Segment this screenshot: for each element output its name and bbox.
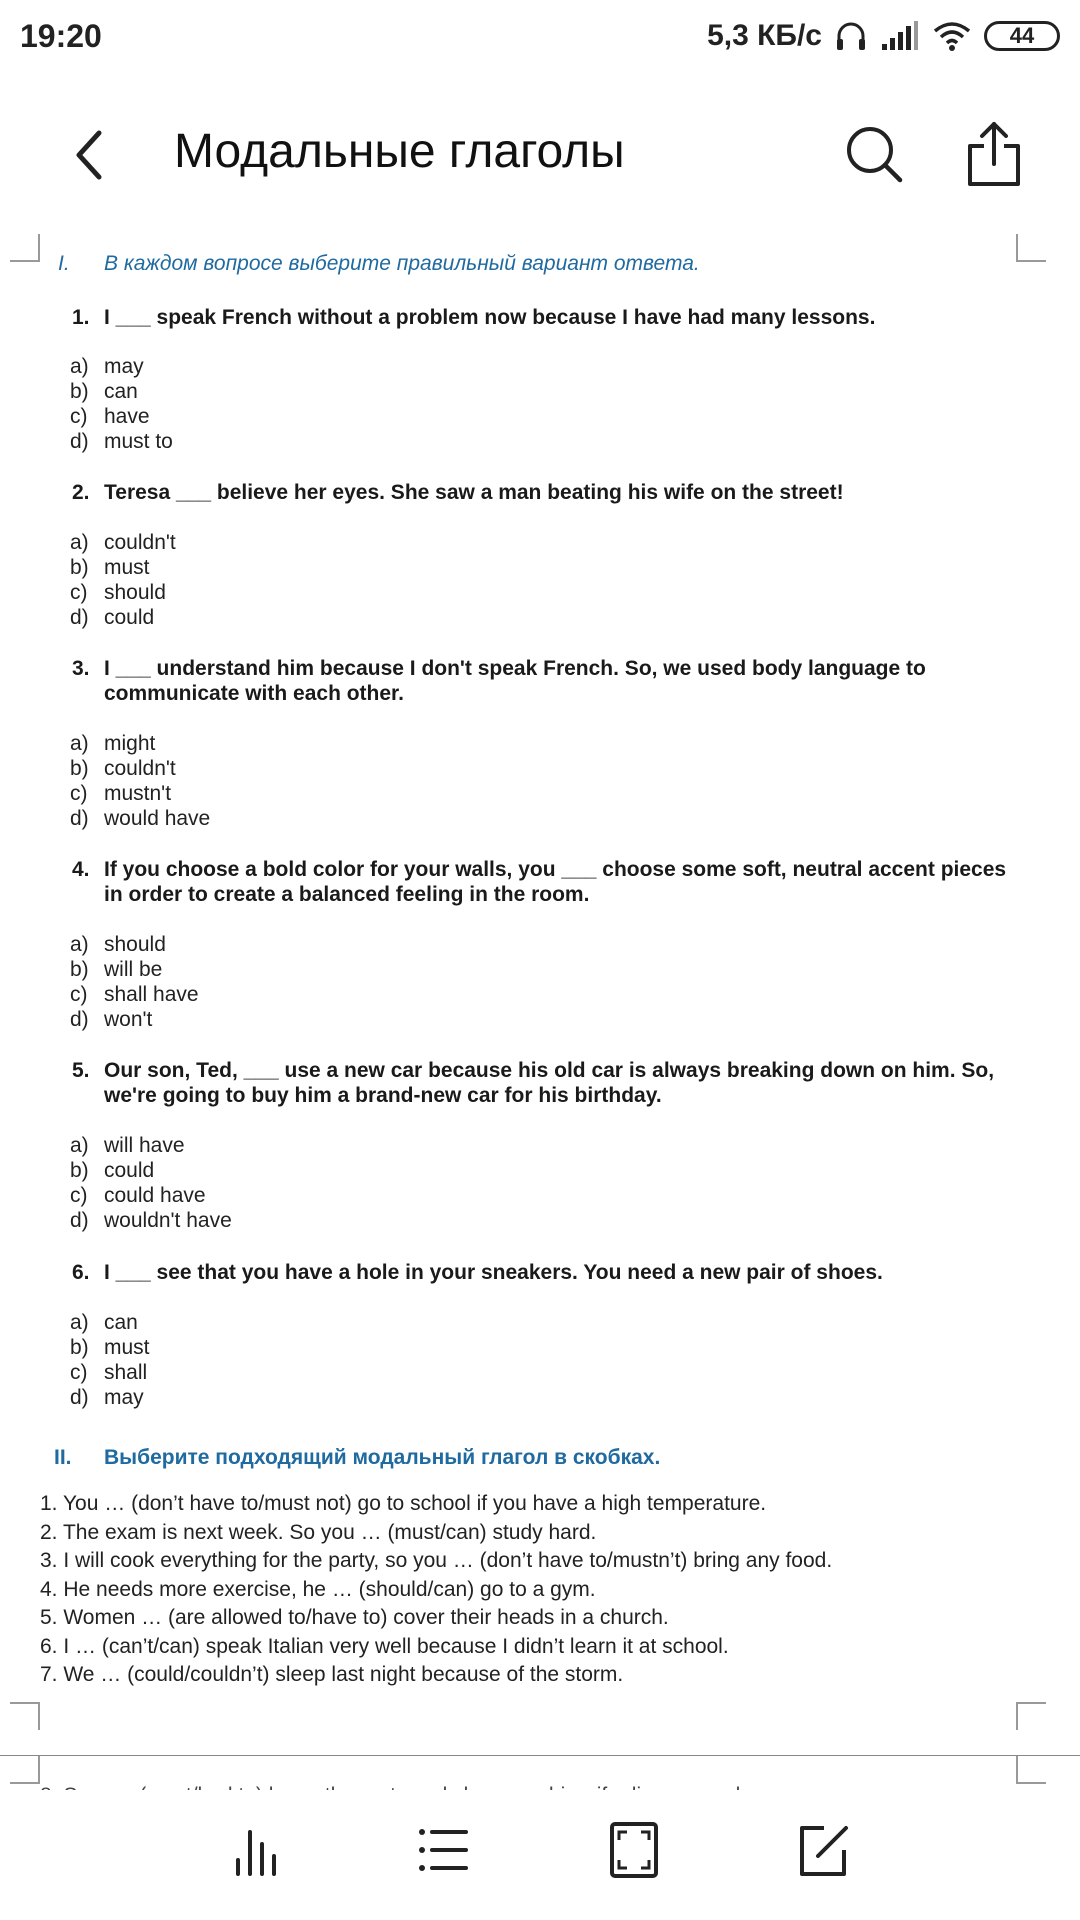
option-text: could	[104, 606, 155, 629]
stats-icon	[226, 1820, 286, 1880]
option-letter: c)	[70, 1361, 88, 1384]
option-text: must to	[104, 430, 173, 453]
option-letter: a)	[70, 1311, 89, 1334]
status-bar	[0, 0, 1080, 72]
option-b	[70, 957, 199, 982]
question-text: I ___ understand him because I don't speak French. So, we used body language to communicate with each other.	[104, 657, 926, 705]
option-letter: d)	[70, 606, 89, 629]
search-icon	[842, 122, 908, 188]
question-text: If you choose a bold color for your walls, you ___ choose some soft, neutral accent pieces in order to create a balanced feeling in the room.	[104, 858, 1007, 906]
option-d	[70, 1385, 150, 1410]
network-speed: 5,3 КБ/с	[707, 19, 822, 52]
headphones-icon	[834, 19, 868, 53]
search-button[interactable]	[842, 122, 908, 188]
option-c	[70, 982, 199, 1007]
question-number: 6.	[72, 1261, 90, 1284]
option-text: could	[104, 1159, 155, 1182]
question-number: 5.	[72, 1059, 90, 1082]
option-letter: c)	[70, 983, 88, 1006]
option-b	[70, 1335, 150, 1360]
section-2-number: II.	[54, 1446, 72, 1469]
option-b	[70, 555, 176, 580]
share-button[interactable]	[962, 118, 1026, 190]
app-bar	[0, 100, 1080, 210]
option-letter: a)	[70, 531, 89, 554]
question-number: 4.	[72, 858, 90, 881]
option-text: shall	[104, 1361, 148, 1384]
option-a	[70, 1133, 232, 1158]
option-letter: b)	[70, 1159, 89, 1182]
option-letter: a)	[70, 1134, 89, 1157]
option-text: have	[104, 405, 150, 428]
option-text: could have	[104, 1184, 206, 1207]
option-text: might	[104, 732, 156, 755]
option-b	[70, 1158, 232, 1183]
option-letter: d)	[70, 1209, 89, 1232]
option-text: won't	[104, 1008, 153, 1031]
answer-options	[70, 530, 176, 630]
option-a	[70, 354, 173, 379]
share-icon	[962, 118, 1026, 190]
option-d	[70, 605, 176, 630]
question-text: Our son, Ted, ___ use a new car because his old car is always breaking down on him. So, we're going to buy him a brand-new car for his birthday.	[104, 1059, 995, 1107]
list-item: 5. Women … (are allowed to/have to) cover their heads in a church.	[40, 1606, 669, 1629]
option-text: must	[104, 1336, 150, 1359]
option-a	[70, 530, 176, 555]
section-1-number: I.	[58, 252, 70, 275]
section-1-title: В каждом вопросе выберите правильный вариант ответа.	[104, 252, 700, 275]
page-corner-mark	[10, 1756, 40, 1784]
option-text: couldn't	[104, 531, 176, 554]
option-c	[70, 781, 210, 806]
option-letter: c)	[70, 782, 88, 805]
option-d	[70, 1007, 199, 1032]
edit-button[interactable]	[794, 1820, 854, 1880]
list-item: 2. The exam is next week. So you … (must/can) study hard.	[40, 1520, 597, 1544]
page-corner-mark	[1016, 1756, 1046, 1784]
answer-options	[70, 932, 199, 1032]
list-item: 7. We … (could/couldn’t) sleep last night because of the storm.	[40, 1663, 624, 1686]
status-icons	[707, 14, 1060, 58]
question-number: 1.	[72, 306, 90, 329]
battery-icon	[984, 21, 1060, 51]
status-time: 19:20	[20, 18, 102, 54]
option-text: can	[104, 1311, 138, 1334]
page-corner-mark	[1016, 234, 1046, 262]
option-text: couldn't	[104, 757, 176, 780]
option-text: wouldn't have	[104, 1209, 232, 1232]
option-b	[70, 379, 173, 404]
option-letter: a)	[70, 355, 89, 378]
option-text: shall have	[104, 983, 199, 1006]
document-view[interactable]	[0, 228, 1080, 1790]
contents-icon	[414, 1820, 474, 1880]
option-b	[70, 756, 210, 781]
question-number: 3.	[72, 657, 90, 680]
option-text: may	[104, 355, 144, 378]
question-text: I ___ speak French without a problem now because I have had many lessons.	[104, 306, 876, 329]
battery-level: 44	[1009, 23, 1035, 48]
page-corner-mark	[1016, 1702, 1046, 1730]
fullscreen-icon	[604, 1820, 664, 1880]
question-number: 2.	[72, 481, 90, 504]
list-item: 6. I … (can’t/can) speak Italian very well because I didn’t learn it at school.	[40, 1634, 729, 1658]
option-letter: d)	[70, 1008, 89, 1031]
option-text: must	[104, 556, 150, 579]
answer-options	[70, 354, 173, 454]
fullscreen-button[interactable]	[604, 1820, 664, 1880]
option-letter: d)	[70, 430, 89, 453]
section-2-list	[40, 1490, 832, 1690]
stats-button[interactable]	[226, 1820, 286, 1880]
option-letter: c)	[70, 581, 88, 604]
bottom-toolbar	[0, 1790, 1080, 1920]
option-c	[70, 580, 176, 605]
option-text: will be	[104, 958, 163, 981]
option-d	[70, 429, 173, 454]
list-item: 3. I will cook everything for the party, so you … (don’t have to/mustn’t) bring any food.	[40, 1549, 833, 1572]
option-letter: b)	[70, 556, 89, 579]
option-letter: a)	[70, 933, 89, 956]
option-c	[70, 1183, 232, 1208]
answer-options	[70, 1310, 150, 1410]
option-c	[70, 1360, 150, 1385]
option-text: can	[104, 380, 138, 403]
option-text: should	[104, 933, 166, 956]
back-button[interactable]	[56, 120, 120, 190]
option-text: may	[104, 1386, 144, 1409]
page-corner-mark	[10, 1702, 40, 1730]
page-corner-mark	[10, 234, 40, 262]
option-a	[70, 731, 210, 756]
question-text: I ___ see that you have a hole in your sneakers. You need a new pair of shoes.	[104, 1261, 883, 1284]
option-text: will have	[104, 1134, 185, 1157]
option-c	[70, 404, 173, 429]
option-d	[70, 806, 210, 831]
option-a	[70, 1310, 150, 1335]
wifi-icon	[932, 19, 972, 53]
answer-options	[70, 731, 210, 831]
list-item: 1. You … (don’t have to/must not) go to school if you have a high temperature.	[40, 1492, 767, 1515]
option-letter: b)	[70, 958, 89, 981]
option-a	[70, 932, 199, 957]
option-text: would have	[104, 807, 211, 830]
page-separator	[0, 1755, 1080, 1756]
option-letter: b)	[70, 380, 89, 403]
option-text: mustn't	[104, 782, 172, 805]
option-letter: c)	[70, 405, 88, 428]
list-item: 4. He needs more exercise, he … (should/can) go to a gym.	[40, 1577, 596, 1601]
section-2-title: Выберите подходящий модальный глагол в скобках.	[104, 1446, 661, 1469]
signal-icon	[880, 20, 920, 52]
option-letter: a)	[70, 732, 89, 755]
option-letter: c)	[70, 1184, 88, 1207]
option-text: should	[104, 581, 166, 604]
option-letter: b)	[70, 757, 89, 780]
section-2-heading	[54, 1446, 660, 1470]
edit-icon	[794, 1820, 854, 1880]
question-text: Teresa ___ believe her eyes. She saw a man beating his wife on the street!	[104, 481, 844, 504]
contents-button[interactable]	[414, 1820, 474, 1880]
answer-options	[70, 1133, 232, 1233]
option-letter: b)	[70, 1336, 89, 1359]
section-1-heading	[58, 252, 700, 276]
back-arrow-icon	[71, 129, 105, 181]
option-letter: d)	[70, 807, 89, 830]
option-d	[70, 1208, 232, 1233]
option-letter: d)	[70, 1386, 89, 1409]
page-title: Модальные глаголы	[174, 125, 625, 178]
